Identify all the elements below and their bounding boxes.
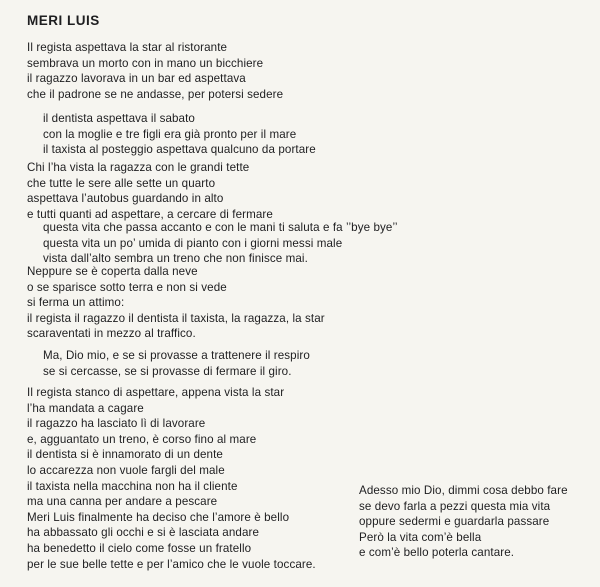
lyric-line: il taxista al posteggio aspettava qualcuno da portare xyxy=(43,143,316,157)
stanza-5 xyxy=(27,264,325,342)
lyric-line: Neppure se è coperta dalla neve xyxy=(27,265,198,278)
stanza-1 xyxy=(27,40,283,102)
song-title: MERI LUIS xyxy=(27,13,100,28)
lyric-line: e tutti quanti ad aspettare, a cercare di fermare xyxy=(27,207,273,221)
lyric-line: che il padrone se ne andasse, per potersi sedere xyxy=(27,87,284,101)
lyric-line: il dentista aspettava il sabato xyxy=(43,112,195,125)
lyric-line: Meri Luis finalmente ha deciso che l’amore è bello xyxy=(27,510,290,524)
lyric-line: aspettava l’autobus guardando in alto xyxy=(27,192,224,206)
lyric-line: lo accarezza non vuole fargli del male xyxy=(27,463,225,477)
lyric-line: ma una canna per andare a pescare xyxy=(27,495,218,509)
lyric-line: questa vita un po’ umida di pianto con i giorni messi male xyxy=(43,236,343,250)
lyric-line: vista dall’alto sembra un treno che non finisce mai. xyxy=(43,252,308,266)
lyric-line: ha benedetto il cielo come fosse un fratello xyxy=(27,541,252,555)
lyric-line: Ma, Dio mio, e se si provasse a trattenere il respiro xyxy=(43,349,310,362)
lyric-line: se devo farla a pezzi questa mia vita xyxy=(359,499,551,513)
lyric-line: l’ha mandata a cagare xyxy=(27,401,144,415)
stanza-6 xyxy=(43,348,310,379)
lyric-line: Il regista aspettava la star al ristorante xyxy=(27,41,228,54)
lyric-line: il dentista si è innamorato di un dente xyxy=(27,448,223,462)
lyric-line: e, agguantato un treno, è corso fino al mare xyxy=(27,432,257,446)
lyric-line: con la moglie e tre figli era già pronto per il mare xyxy=(43,127,297,141)
stanza-3 xyxy=(27,160,273,222)
lyric-line: Chi l’ha vista la ragazza con le grandi tette xyxy=(27,161,250,174)
lyric-line: il taxista nella macchina non ha il cliente xyxy=(27,479,238,493)
lyric-line: il ragazzo lavorava in un bar ed aspettava xyxy=(27,72,246,86)
lyric-line: che tutte le sere alle sette un quarto xyxy=(27,176,216,190)
lyric-line: oppure sedermi e guardarla passare xyxy=(359,515,550,529)
stanza-4 xyxy=(43,220,398,267)
lyric-line: per le sue belle tette e per l’amico che le vuole toccare. xyxy=(27,557,316,571)
lyric-line: e com’è bello poterla cantare. xyxy=(359,546,515,560)
lyric-line: ha abbassato gli occhi e si è lasciata andare xyxy=(27,526,260,540)
lyric-line: il ragazzo ha lasciato lì di lavorare xyxy=(27,417,206,431)
lyric-line: scaraventati in mezzo al traffico. xyxy=(27,327,196,341)
stanza-8 xyxy=(359,483,568,561)
lyric-line: Però la vita com’è bella xyxy=(359,530,482,544)
lyric-line: sembrava un morto con in mano un bicchiere xyxy=(27,56,264,70)
lyric-line: Il regista stanco di aspettare, appena vista la star xyxy=(27,386,285,399)
lyric-line: se si cercasse, se si provasse di fermare il giro. xyxy=(43,364,292,378)
lyric-line: il regista il ragazzo il dentista il taxista, la ragazza, la star xyxy=(27,311,325,325)
lyric-line: questa vita che passa accanto e con le mani ti saluta e fa ’’bye bye’’ xyxy=(43,221,398,234)
lyric-line: si ferma un attimo: xyxy=(27,296,125,310)
lyric-line: o se sparisce sotto terra e non si vede xyxy=(27,280,227,294)
lyric-line: Adesso mio Dio, dimmi cosa debbo fare xyxy=(359,484,568,497)
stanza-2 xyxy=(43,111,316,158)
stanza-7 xyxy=(27,385,316,572)
